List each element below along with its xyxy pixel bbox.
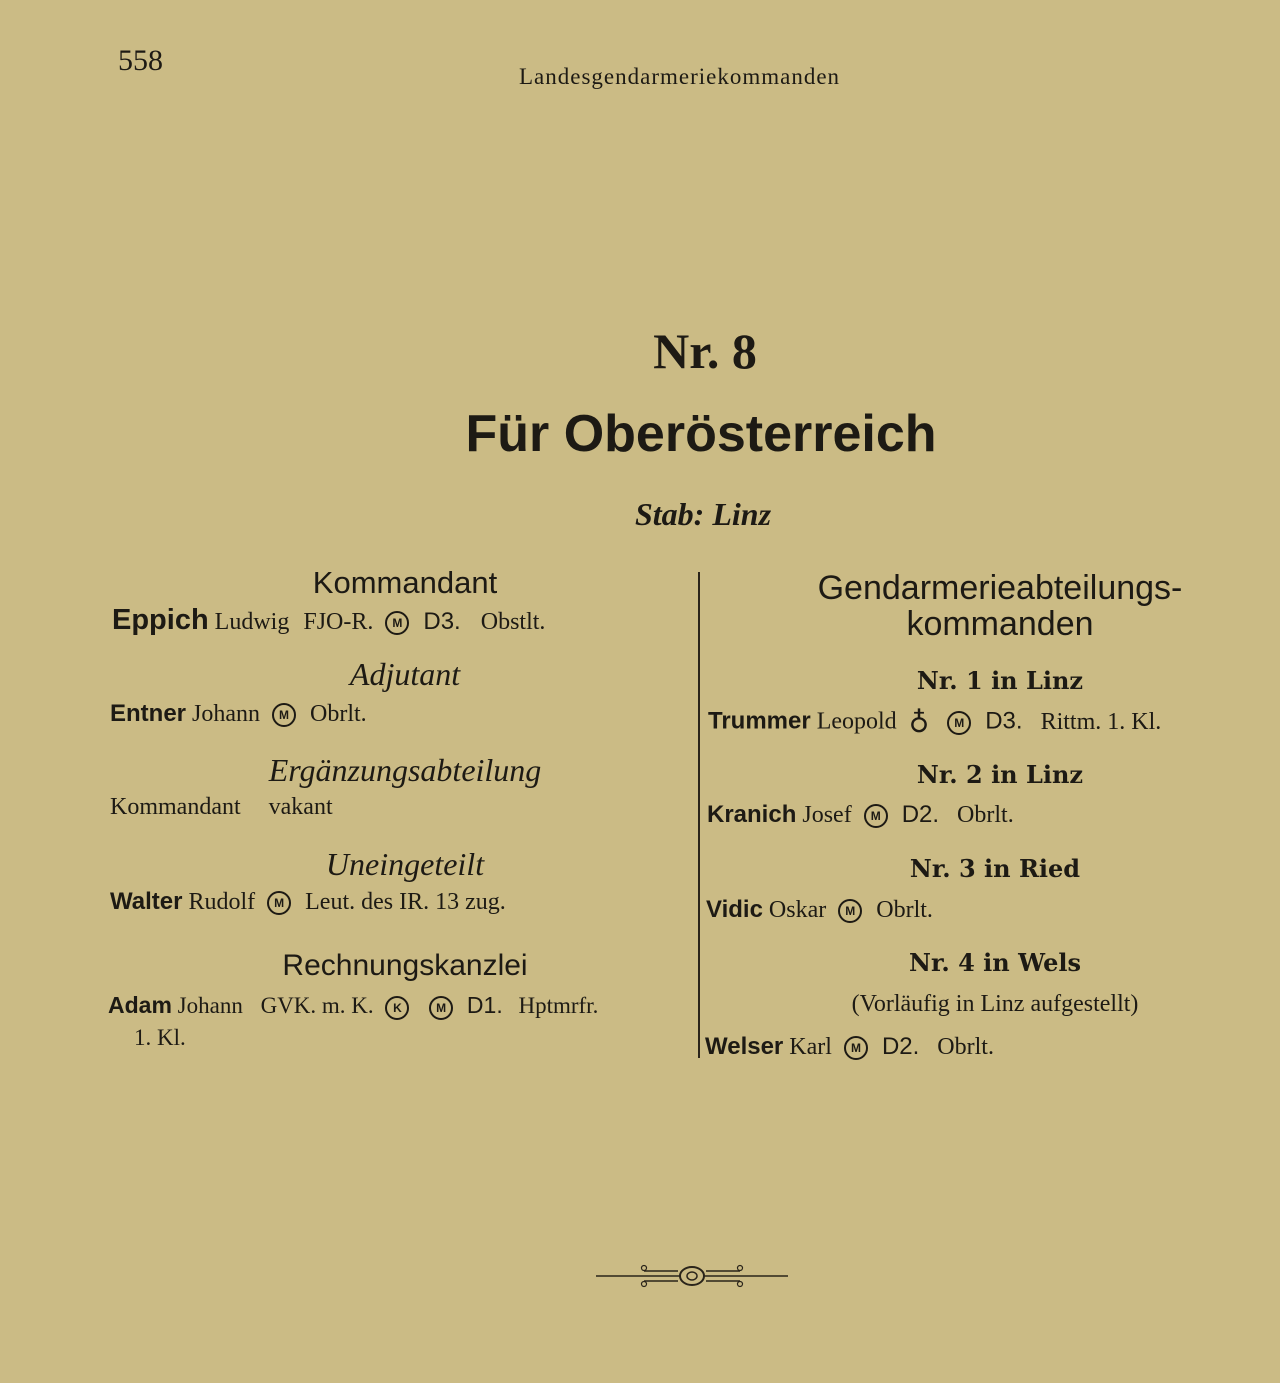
person-surname: Vidic bbox=[706, 896, 763, 923]
kommandant-heading: Kommandant bbox=[312, 565, 498, 600]
medal-m-icon: M bbox=[385, 611, 409, 635]
right-heading bbox=[700, 570, 1280, 642]
right-heading-line1: Gendarmerieabteilungs- bbox=[817, 569, 1183, 607]
medal-m-icon: M bbox=[267, 891, 291, 915]
unit-entry bbox=[706, 896, 933, 924]
unit-title: Nr. 3 in Ried bbox=[909, 854, 1081, 883]
unit-entry bbox=[705, 1033, 994, 1061]
unit-title: Nr. 1 in Linz bbox=[916, 666, 1084, 695]
medal-m-icon: M bbox=[272, 703, 296, 727]
unit-entry bbox=[708, 706, 1161, 740]
medal-m-icon: M bbox=[864, 804, 888, 828]
rechnung-entry bbox=[108, 992, 598, 1020]
running-head: Landesgendarmeriekommanden bbox=[519, 64, 841, 89]
column-divider bbox=[698, 572, 700, 1058]
staff-location: Stab: Linz bbox=[634, 496, 772, 532]
unit-entry bbox=[707, 801, 1014, 829]
label: Kommandant bbox=[110, 794, 241, 820]
unit-title: Nr. 2 in Linz bbox=[916, 760, 1084, 789]
detail: Leut. des IR. 13 zug. bbox=[305, 889, 506, 915]
medal-m-icon: M bbox=[947, 711, 971, 735]
person-surname: Entner bbox=[110, 700, 187, 727]
section-title: Für Oberösterreich bbox=[465, 405, 937, 463]
service-class: D1. bbox=[466, 992, 503, 1018]
medal-m-icon: M bbox=[838, 899, 862, 923]
person-firstname: Johann bbox=[177, 993, 243, 1018]
section-number: Nr. 8 bbox=[653, 323, 757, 379]
medal-k-icon: K bbox=[385, 996, 409, 1020]
rank: Obrlt. bbox=[310, 701, 367, 727]
person-surname: Adam bbox=[108, 992, 172, 1018]
person-surname: Trummer bbox=[708, 707, 811, 735]
person-firstname: Rudolf bbox=[188, 889, 256, 915]
rank: Obstlt. bbox=[480, 609, 546, 635]
value: vakant bbox=[268, 794, 333, 820]
order-cross-icon: ♁ bbox=[908, 708, 930, 739]
rank: Obrlt. bbox=[957, 802, 1014, 828]
person-firstname: Johann bbox=[192, 701, 261, 727]
person-firstname: Oskar bbox=[768, 897, 827, 923]
rechnung-heading: Rechnungskanzlei bbox=[282, 949, 528, 982]
kommandant-entry bbox=[112, 604, 545, 637]
medal-m-icon: M bbox=[844, 1036, 868, 1060]
person-surname: Eppich bbox=[112, 604, 209, 636]
person-surname: Welser bbox=[705, 1033, 784, 1060]
unit-title: Nr. 4 in Wels bbox=[909, 948, 1081, 977]
ergaenzung-heading: Ergänzungsabteilung bbox=[268, 752, 542, 788]
decoration: GVK. m. K. bbox=[260, 993, 374, 1018]
person-firstname: Karl bbox=[789, 1034, 832, 1060]
adjutant-entry bbox=[110, 700, 367, 728]
decoration: FJO-R. bbox=[303, 609, 374, 635]
unit-note: (Vorläufig in Linz aufgestellt) bbox=[851, 991, 1139, 1017]
page-number: 558 bbox=[118, 44, 163, 77]
rank: Rittm. 1. Kl. bbox=[1040, 708, 1162, 735]
rank: Obrlt. bbox=[937, 1034, 994, 1060]
service-class: D3. bbox=[423, 608, 461, 635]
uneingeteilt-heading: Uneingeteilt bbox=[325, 846, 485, 882]
person-firstname: Leopold bbox=[816, 708, 897, 735]
service-class: D3. bbox=[985, 707, 1023, 735]
rechnung-rank-cont: 1. Kl. bbox=[134, 1025, 186, 1050]
ornament-icon bbox=[596, 1262, 788, 1290]
service-class: D2. bbox=[881, 1033, 920, 1060]
person-firstname: Josef bbox=[802, 802, 852, 828]
medal-m-icon: M bbox=[429, 996, 453, 1020]
adjutant-heading: Adjutant bbox=[349, 656, 461, 692]
person-surname: Kranich bbox=[707, 801, 797, 828]
service-class: D2. bbox=[901, 801, 940, 828]
right-heading-line2: kommanden bbox=[906, 605, 1094, 643]
person-firstname: Ludwig bbox=[214, 609, 290, 635]
person-surname: Walter bbox=[110, 888, 183, 915]
ergaenzung-entry bbox=[110, 794, 333, 821]
rank: Hptmrfr. bbox=[518, 993, 599, 1018]
uneingeteilt-entry bbox=[110, 888, 506, 916]
rank: Obrlt. bbox=[876, 897, 933, 923]
